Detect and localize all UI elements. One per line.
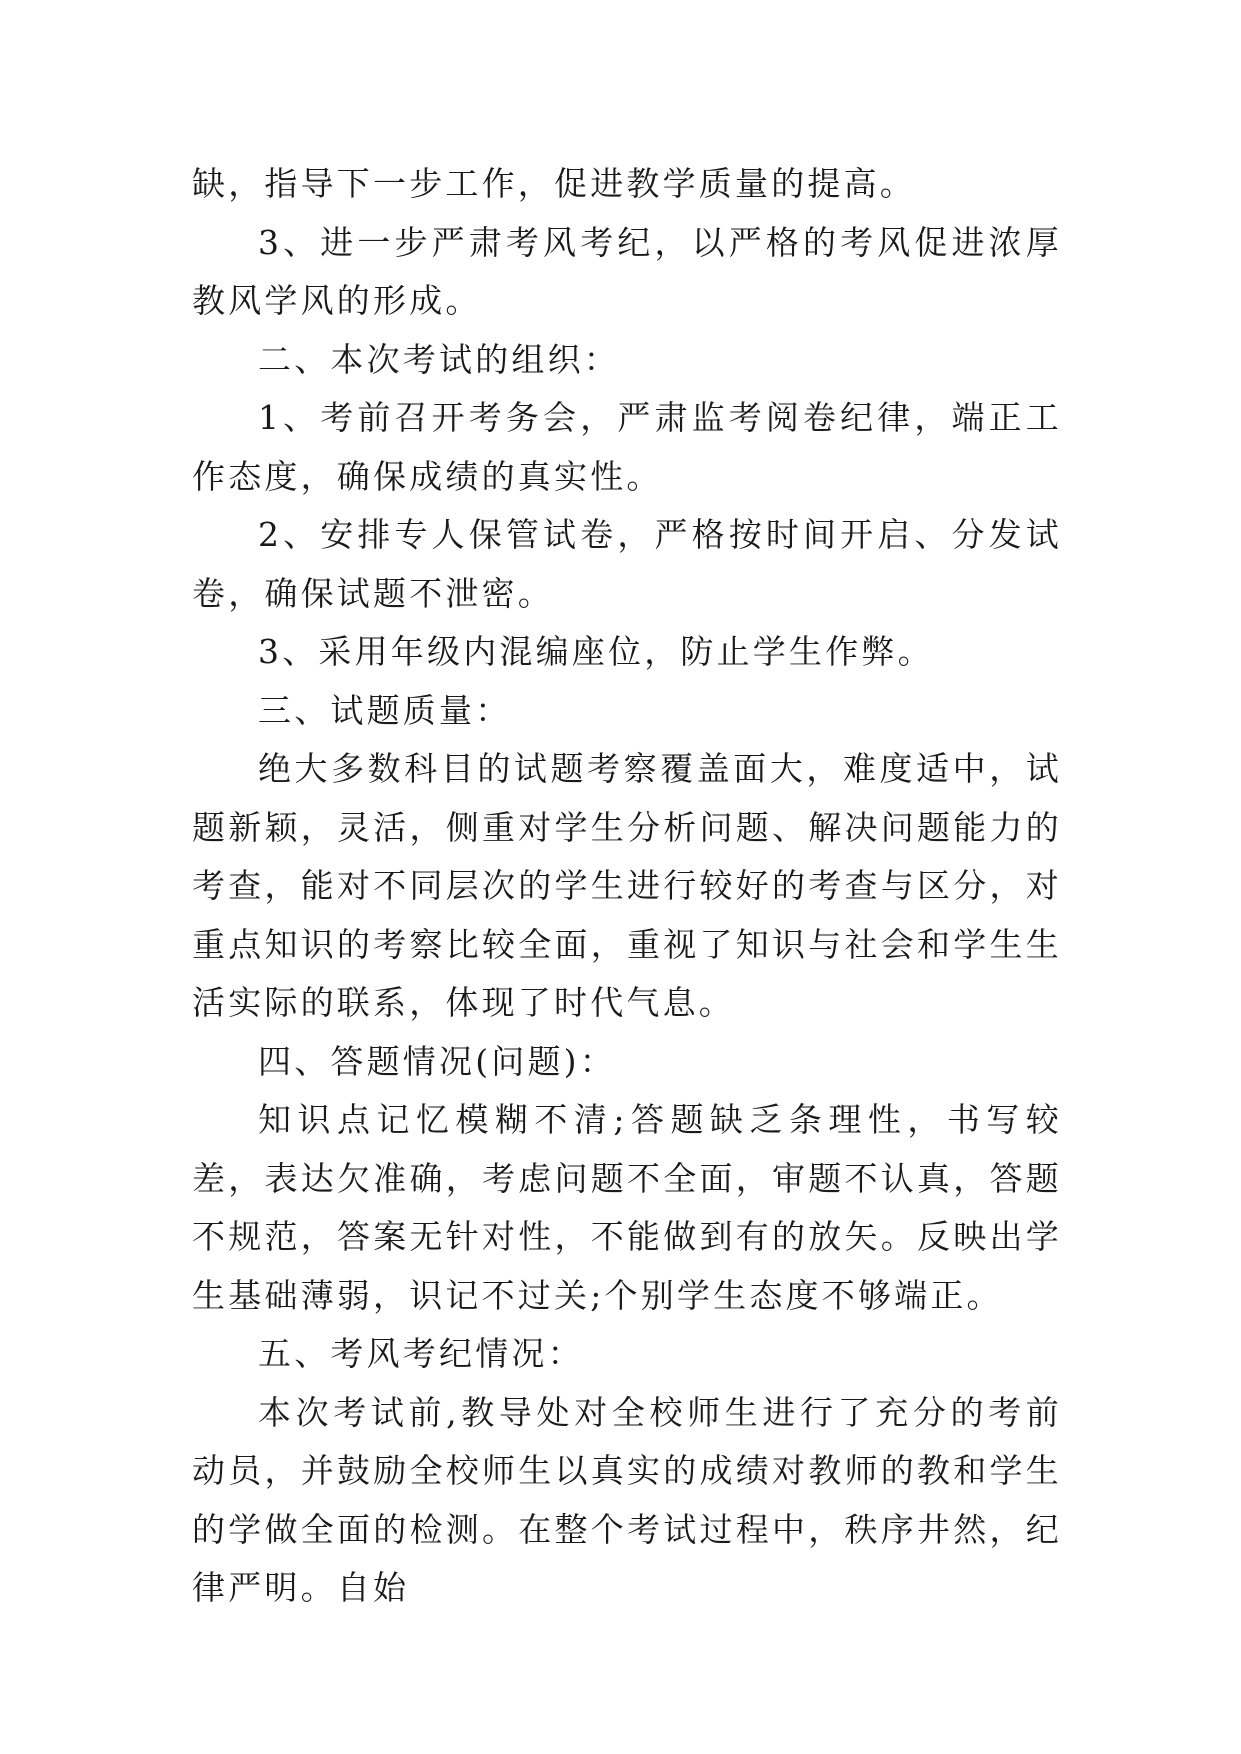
paragraph-goal-3: 3、进一步严肃考风考纪，以严格的考风促进浓厚教风学风的形成。 [192,222,1062,320]
document-body [192,155,1062,1618]
paragraph-answers: 知识点记忆模糊不清;答题缺乏条理性，书写较差，表达欠准确，考虑问题不全面，审题不认真，答题不规范，答案无针对性，不能做到有的放矢。反映出学生基础薄弱，识记不过关;个别学生态度不够端正。 [192,1100,1062,1315]
section-heading-3: 三、试题质量： [258,690,512,730]
paragraph-discipline: 本次考试前,教导处对全校师生进行了充分的考前动员，并鼓励全校师生以真实的成绩对教师的教和学生的学做全面的检测。在整个考试过程中，秩序井然，纪律严明。自始 [192,1392,1062,1607]
paragraph-org-1: 1、考前召开考务会，严肃监考阅卷纪律，端正工作态度，确保成绩的真实性。 [192,398,1062,496]
paragraph-quality: 绝大多数科目的试题考察覆盖面大，难度适中，试题新颖，灵活，侧重对学生分析问题、解决问题能力的考查，能对不同层次的学生进行较好的考查与区分，对重点知识的考察比较全面，重视了知识与社会和学生生活实际的联系，体现了时代气息。 [192,749,1062,1022]
section-heading-2: 二、本次考试的组织： [258,339,620,379]
section-heading-5: 五、考风考纪情况： [258,1334,584,1373]
section-heading-4: 四、答题情况(问题)： [258,1041,616,1081]
paragraph-org-3: 3、采用年级内混编座位，防止学生作弊。 [258,632,934,671]
paragraph-continuation: 缺，指导下一步工作，促进教学质量的提高。 [192,164,916,203]
paragraph-org-2: 2、安排专人保管试卷，严格按时间开启、分发试卷，确保试题不泄密。 [192,515,1062,613]
